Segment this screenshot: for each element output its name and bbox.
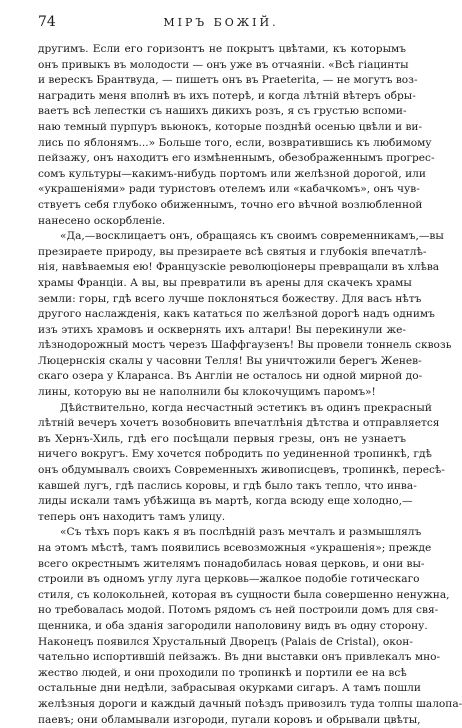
text-line: въ Хернъ-Хиль, гдѣ его посѣщали первыя грезы, онъ не узнаетъ xyxy=(38,432,406,445)
text-line: паевъ; они обламывали изгороди, пугали коровъ и обрывали цвѣты, xyxy=(38,713,421,726)
paragraph xyxy=(38,229,452,401)
text-line: но требовалась модой. Потомъ рядомъ съ ней построили домъ для свя- xyxy=(38,604,439,617)
text-line: «Да,—восклицаетъ онъ, обращаясь къ своимъ современникамъ,—вы xyxy=(60,230,444,243)
text-line: храмы Франціи. А вы, вы превратили въ арены для скачекъ храмы xyxy=(38,276,412,289)
text-line: ваетъ всѣ лепестки съ нашихъ дикихъ розъ, я съ грустью вспоми- xyxy=(38,105,407,118)
text-line: лись по яблонямъ...» Больше того, если, возвратившись къ любимому xyxy=(38,136,432,149)
body-text xyxy=(38,42,462,728)
text-line: и верескъ Брантвуда, — пишетъ онъ въ Praeterita, — не могутъ воз- xyxy=(38,74,418,87)
text-line: Наконецъ появился Хрустальный Дворецъ (Palais de Cristal), окон- xyxy=(38,635,413,648)
page-number: 74 xyxy=(38,14,56,30)
text-line: онъ обдумывалъ своихъ Современныхъ живописцевъ, тропинкѣ, пересѣ- xyxy=(38,464,445,477)
text-line: Дѣйствительно, когда несчастный эстетикъ въ одинъ прекрасный xyxy=(60,401,432,414)
text-line: презираете природу, вы презираете всѣ святыя и глубокія впечатлѣ- xyxy=(38,245,427,258)
text-line: стиля, съ колокольней, которая въ сущности была совершенно ненужна, xyxy=(38,588,450,601)
text-line: желѣзныя дороги и каждый дачный поѣздъ привозилъ туда толпы шалопа- xyxy=(38,697,462,710)
text-line: земли: горы, гдѣ всего лучше поклоняться божеству. Для васъ нѣтъ xyxy=(38,292,422,305)
page-header xyxy=(38,14,404,32)
text-line: другого наслажденія, какъ кататься по желѣзной дорогѣ надъ однимъ xyxy=(38,308,435,321)
text-line: лѣтній вечеръ хочетъ возобновить впечатлѣнія дѣтства и отправляется xyxy=(38,417,440,430)
text-line: лиды искали тамъ убѣжища въ мартѣ, когда всюду еще холодно,— xyxy=(38,495,413,508)
text-line: щенника, и оба зданія загородили наполовину видъ въ одну сторону. xyxy=(38,619,428,632)
paragraph xyxy=(38,401,445,526)
text-line: кавшей лугъ, гдѣ паслись коровы, и гдѣ было такъ тепло, что инва- xyxy=(38,479,417,492)
text-line: сомъ культуры—какимъ-нибудь портомъ или желѣзной дорогой, или xyxy=(38,167,426,180)
text-line: ничего вокругъ. Ему хочется побродить по уединенной тропинкѣ, гдѣ xyxy=(38,448,432,461)
text-line: строили въ одномъ углу луга церковь—жалкое подобіе готическаго xyxy=(38,573,420,586)
text-line: лины, которую вы не наполнили бы клокочущимъ паромъ»! xyxy=(38,386,376,399)
text-line: изъ этихъ храмовъ и осквернять ихъ алтари! Вы перекинули же- xyxy=(38,323,406,336)
text-line: наградить меня вполнѣ въ ихъ потерѣ, и когда лѣтній вѣтеръ обры- xyxy=(38,89,416,102)
text-line: нанесено оскорбленіе. xyxy=(38,214,166,227)
running-title: МІРЪ БОЖІЙ. xyxy=(163,16,279,29)
paragraph xyxy=(38,42,435,229)
text-line: скаго озера у Кларанса. Въ Англіи не осталось ни одной мирной до- xyxy=(38,370,423,383)
text-line: Люцернскія скалы у часовни Телля! Вы уничтожили берегъ Женев- xyxy=(38,354,422,367)
text-line: онъ привыкъ въ молодости — онъ уже въ отчаяніи. «Всѣ гіацинты xyxy=(38,58,409,71)
text-line: другимъ. Если его горизонтъ не покрытъ цвѣтами, къ которымъ xyxy=(38,43,406,55)
text-line: остальные дни недѣли, забрасывая окурками сигаръ. А тамъ пошли xyxy=(38,682,421,695)
text-line: пейзажу, онъ находитъ его измѣненнымъ, обезображеннымъ прогрес- xyxy=(38,152,435,165)
text-line: ствуетъ себя глубоко обиженнымъ, точно его вѣчной возлюбленной xyxy=(38,198,423,211)
text-line: жество людей, и они проходили по тропинкѣ и портили ее на всѣ xyxy=(38,666,407,679)
text-line: теперь онъ находитъ тамъ улицу. xyxy=(38,510,226,523)
text-line: лѣзнодорожный мостъ черезъ Шаффгаузенъ! Вы провели тоннель сквозь xyxy=(38,339,452,352)
text-line: наю темный пурпуръ вьюнокъ, которые позднѣй осенью цвѣли и ви- xyxy=(38,120,423,133)
paragraph xyxy=(38,525,462,728)
text-line: чательно испортившій пейзажъ. Въ дни выставки онъ привлекалъ мно- xyxy=(38,651,441,664)
text-line: «Съ тѣхъ поръ какъ я въ послѣдній разъ мечталъ и размышлялъ xyxy=(60,526,422,539)
text-line: на этомъ мѣстѣ, тамъ появились всевозможныя «украшенія»; прежде xyxy=(38,542,432,554)
text-line: «украшеніями» ради туристовъ отелемъ или «кабачкомъ», онъ чув- xyxy=(38,183,420,196)
text-line: нія, навѣваемыя ею! Французскіе революціонеры превращали въ хлѣва xyxy=(38,261,440,274)
text-line: всего окрестнымъ жителямъ понадобилась новая церковь, и они вы- xyxy=(38,557,425,570)
